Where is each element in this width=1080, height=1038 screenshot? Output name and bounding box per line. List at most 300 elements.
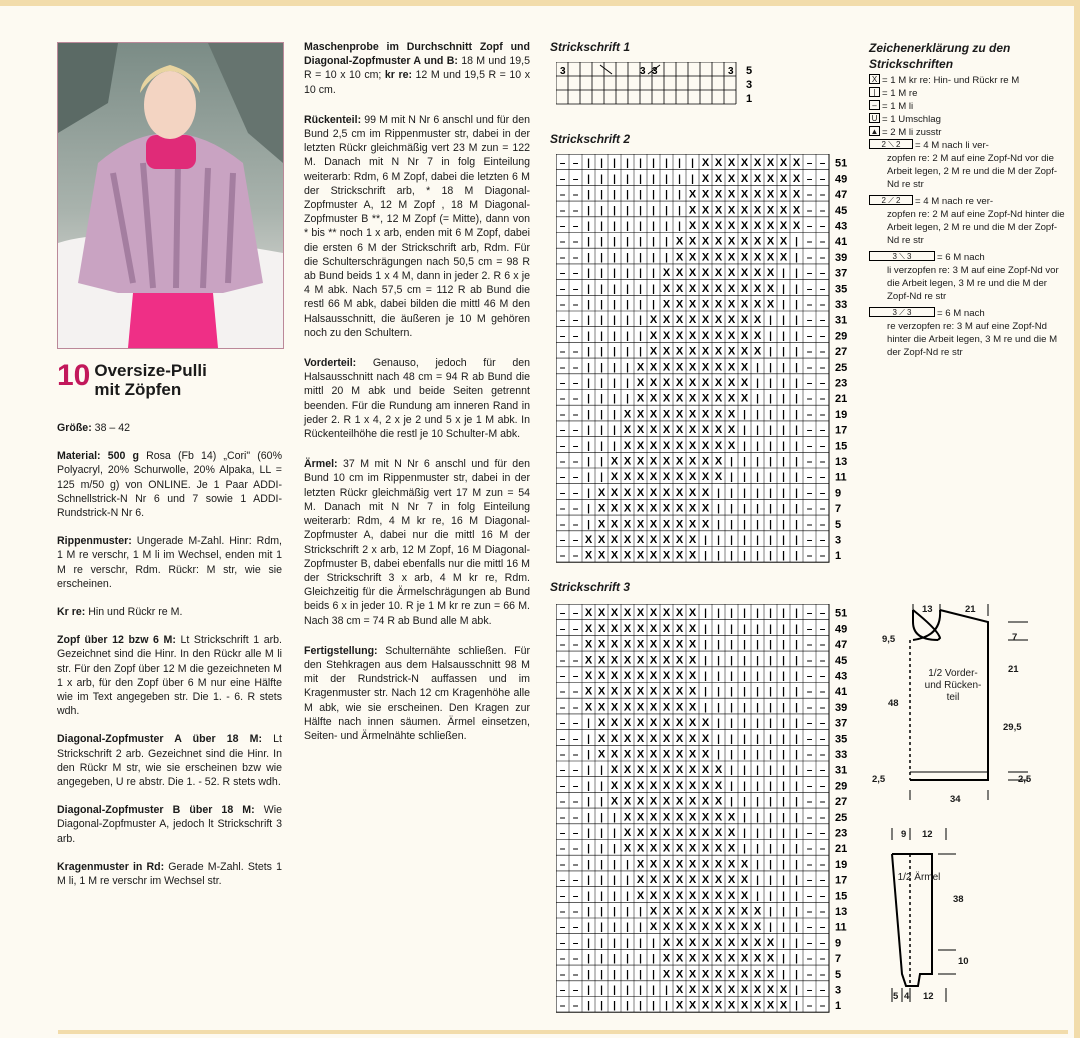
chart2-cell: X [675,534,684,546]
chart2-cell: – [819,330,826,342]
chart2-cell: X [714,314,723,327]
sleeve-schematic [884,826,994,1016]
chart2-cell: X [727,220,736,232]
chart2-cell: | [756,519,759,531]
chart3-cell: X [623,654,632,667]
chart2-cell: X [649,534,658,546]
chart3-cell: | [795,623,798,635]
chart2-cell: | [704,535,707,546]
chart2-cell: | [769,535,772,546]
chart3-cell: | [782,639,785,651]
chart3-cell: | [756,828,759,839]
chart3-cell: | [639,906,642,918]
chart2-cell: X [740,282,749,295]
chart3-cell: X [714,936,723,949]
chart3-cell: – [559,985,566,996]
chart3-cell: | [743,828,746,839]
chart2-cell: | [639,236,642,248]
chart3-cell: X [675,622,684,635]
chart2-cell: | [795,440,798,452]
sleeve-dim-9: 9 [901,829,907,840]
chart3-cell: – [572,953,579,965]
chart2-row-label: 39 [835,251,848,264]
chart2-row-label: 51 [835,157,848,170]
chart3-cell: | [782,765,785,777]
chart2-cell: – [572,425,579,437]
chart3-cell: | [600,828,603,839]
chart2-cell: X [675,455,684,468]
rib-label: Rippenmuster: [57,535,132,548]
chart2-cell: X [636,455,645,468]
chart3-cell: X [675,670,684,682]
chart2-cell: – [819,283,826,295]
dim-21-side: 21 [1008,664,1019,675]
chart3-cell: | [600,953,603,965]
chart1-title: Strickschrift 1 [550,40,631,54]
chart3-cell: X [649,858,658,871]
chart3-cell: X [675,607,684,620]
chart3-row-label: 13 [835,906,848,918]
chart2-cell: X [688,534,697,546]
chart2-cell: – [806,393,813,405]
chart2-cell: X [649,502,658,515]
chart3-cell: X [688,827,697,839]
chart2-cell: X [727,282,736,295]
chart3-cell: X [701,748,710,761]
chart2-cell: X [753,282,762,295]
chart2-cell: X [701,235,710,248]
cable-4-left-icon: 2 ⟍ 2 [869,139,913,149]
chart3-cell: | [600,765,603,777]
chart2-cell: X [714,392,723,405]
chart2-cell: X [714,267,723,280]
chart2-cell: | [782,487,785,499]
sleeve-dim-4: 4 [904,991,910,1002]
diagA-paragraph [57,732,282,789]
chart3-row-label: 15 [835,890,848,903]
chart2-cell: X [753,235,762,248]
chart2-cell: | [587,173,590,185]
chart3-cell: – [559,922,566,934]
chart2-cell: X [688,361,697,374]
chart3-cell: | [587,812,590,824]
chart3-cell: | [743,718,746,730]
size-paragraph [57,421,282,435]
sleeve-label: Ärmel: [304,458,338,471]
chart2-cell: | [782,440,785,452]
chart3-cell: X [636,858,645,871]
chart2-cell: | [730,456,733,468]
chart3-cell: X [766,999,775,1012]
chart3-cell: X [701,984,710,996]
chart3-cell: | [717,733,720,745]
chart3-cell: X [714,921,723,934]
chart2-cell: X [649,549,658,562]
chart3-cell: X [701,889,710,902]
legend-u [869,113,1069,126]
chart3-cell: – [572,780,579,792]
chart2-cell: X [727,439,736,452]
chart2-cell: | [587,472,590,484]
chart2-cell: X [740,267,749,280]
chart2-cell: | [600,189,603,201]
chart3-cell: | [613,906,616,918]
chart3-cell: | [587,969,590,981]
chart3-cell: X [610,748,619,761]
chart3-cell: X [675,921,684,934]
chart2-cell: | [652,189,655,201]
chart2-cell: | [613,315,616,327]
back-text: 99 M mit N Nr 6 anschl und für den Bund 2,5 cm im Rippenmuster str, dabei in der letzten Rückr gleichmäßig vert 23 M zun = 122 M. Danach mit N Nr 7 in folg Einteilung weiterarb: Rdm, 6 M Zopf, dabei die letzten 6 M der Strickschrift arb, * 18 M Diagonal-Zopfmuster A, 12 M Zopf , 18 M Diagonal-Zopfmuster B **, 12 M Zopf (= Mitte), dann von * bis ** noch 1 x arb, enden mit 6 M Zopf, dabei die ersten 6 M der Strickschrift arb, Rdm. Für die Schulterschrägungen nach 50,5 cm = 98 R ab Bund beids 1 x 4 M, dann in jeder 2. R 6 x je 4 M abk. Nach 57,5 cm = 112 R ab Bund die restl 66 M abk, dabei bilden die mittl 46 M den Halsausschnitt, die äußeren je 10 M gehören noch zu den Schultern. [304,113,530,339]
chart3-cell: – [572,718,579,730]
chart2-cell: – [806,189,813,201]
chart3-cell: | [743,623,746,635]
chart3-cell: | [769,639,772,651]
chart3-cell: | [717,608,720,620]
chart2-cell: | [665,205,668,217]
chart2-cell: | [769,378,772,389]
chart3-cell: | [717,718,720,730]
chart3-cell: X [753,999,762,1012]
chart2-cell: | [743,472,746,484]
chart2-cell: X [714,377,723,389]
chart3-cell: | [756,655,759,667]
chart2-cell: X [623,534,632,546]
size-value: 38 – 42 [91,422,131,434]
chart2-row-label: 21 [835,393,848,406]
chart3-cell: | [730,796,733,808]
legend-lizus [869,126,1069,139]
chart2-cell: | [613,425,616,437]
chart2-cell: X [740,392,749,405]
chart3-cell: | [769,828,772,839]
chart3-cell: – [572,875,579,887]
chart2-cell: X [792,220,801,232]
chart3-cell: – [819,843,826,855]
chart2-cell: – [572,362,579,374]
chart2-cell: | [730,487,733,499]
chart2-cell: X [766,282,775,295]
chart2-cell: – [559,268,566,280]
chart3-cell: X [649,670,658,682]
krre-paragraph [57,605,282,619]
chart2-cell: – [819,456,826,468]
chart2-cell: – [819,189,826,201]
chart2-cell: X [753,204,762,217]
chart2-cell: X [636,471,645,484]
chart3-cell: X [636,717,645,730]
chart2-cell: X [714,172,723,185]
chart3-cell: | [743,843,746,855]
chart2-cell: X [714,455,723,468]
chart2-cell: – [819,487,826,499]
chart3-cell: | [795,875,798,887]
chart2-cell: X [740,361,749,374]
chart2-cell: – [819,393,826,405]
chart2-cell: | [639,189,642,201]
chart3-cell: | [769,749,772,761]
chart2-cell: – [559,221,566,232]
chart2-cell: X [701,486,710,499]
chart2-cell: | [743,535,746,546]
chart3-cell: X [636,779,645,792]
chart2-cell: X [636,534,645,546]
chart3-cell: | [587,733,590,745]
chart3-cell: X [714,795,723,808]
chart2-cell: X [649,314,658,327]
chart3-cell: | [769,608,772,620]
chart2-cell: | [600,330,603,342]
chart2-row-label: 33 [835,299,848,311]
chart3-cell: | [652,969,655,981]
chart2-cell: | [587,330,590,342]
chart1-cell-3a: 3 [560,66,566,77]
chart2-cell: | [600,283,603,295]
chart3-cell: – [559,1000,566,1012]
chart2-cell: X [727,392,736,405]
chart2-cell: | [795,393,798,405]
chart3-cell: – [572,733,579,745]
chart3-cell: X [701,921,710,934]
chart3-cell: X [623,842,632,855]
chart3-cell: X [610,795,619,808]
chart2-cell: | [600,173,603,185]
chart3-cell: X [623,764,632,777]
chart3-cell: X [675,779,684,792]
chart2-cell: | [587,315,590,327]
chart3-cell: X [688,936,697,949]
chart3-cell: – [559,702,566,714]
chart2-cell: | [600,221,603,232]
chart3-cell: X [740,952,749,965]
chart2-cell: | [795,252,798,264]
chart3-cell: | [756,780,759,792]
chart3-cell: | [795,906,798,918]
chart3-cell: – [806,702,813,714]
chart3-cell: X [597,622,606,635]
chart2-cell: | [652,299,655,311]
chart3-cell: – [559,812,566,824]
chart2-cell: – [806,362,813,374]
chart2-cell: X [675,251,684,264]
chart2-cell: X [649,377,658,389]
dim-9-5: 9,5 [882,634,896,645]
chart2-cell: – [559,409,566,421]
chart2-cell: | [665,173,668,185]
chart2-cell: X [662,549,671,562]
chart2-cell: X [688,345,697,358]
chart3-cell: – [819,812,826,824]
yarn-over-icon: U [869,113,880,123]
chart2-cell: X [610,534,619,546]
chart3-cell: | [600,969,603,981]
sleeve-paragraph [304,457,530,627]
chart2-cell: | [782,393,785,405]
chart2-cell: – [572,440,579,452]
chart2-cell: – [559,189,566,201]
chart2-cell: | [756,456,759,468]
chart3-cell: | [639,985,642,996]
chart3-cell: X [675,936,684,949]
chart3-row-label: 37 [835,717,848,730]
chart2-cell: | [613,409,616,421]
chart2-cell: X [779,220,788,232]
legend-c6l-a: = 6 M nach [937,252,985,263]
chart3-cell: – [819,937,826,949]
chart2-row-label: 45 [835,204,848,217]
chart2-cell: | [743,409,746,421]
chart2-cell: | [665,221,668,232]
chart3-cell: | [600,890,603,902]
chart2-cell: X [688,502,697,515]
chart2-cell: | [756,362,759,374]
chart3-cell: X [649,654,658,667]
chart2-cell: – [572,409,579,421]
chart3-cell: X [714,874,723,887]
chart3-cell: X [740,874,749,887]
chart2-row-label: 29 [835,330,848,343]
chart3-cell: – [819,906,826,918]
chart2-cell: X [636,549,645,562]
chart3-cell: – [559,639,566,651]
chart3-cell: | [730,749,733,761]
front-label: Vorderteil: [304,357,357,370]
chart2-cell: – [559,283,566,295]
chart3-cell: | [730,718,733,730]
chart3-cell: | [600,1000,603,1012]
chart2-cell: X [662,486,671,499]
chart2-title: Strickschrift 2 [550,132,631,146]
chart3-cell: X [636,685,645,698]
legend-re-text: = 1 M re [882,88,918,99]
chart2-cell: – [819,378,826,389]
chart2-cell: – [819,299,826,311]
chart2-cell: X [714,361,723,374]
legend-title: Zeichenerklärung zu den Strickschriften [869,41,1011,71]
chart2-cell: | [600,378,603,389]
chart2-cell: – [559,362,566,374]
chart2-cell: | [769,550,772,562]
chart3-cell: | [587,765,590,777]
chart3-cell: | [756,718,759,730]
chart3-cell: | [756,765,759,777]
chart2-cell: – [559,487,566,499]
chart3-cell: – [572,702,579,714]
chart2-cell: – [806,519,813,531]
chart3-cell: X [675,952,684,965]
chart3-cell: | [756,639,759,651]
chart3-cell: X [649,701,658,714]
knit-icon: | [869,87,880,97]
chart2-cell: – [572,189,579,201]
chart3-cell: X [675,685,684,698]
chart2-cell: | [600,393,603,405]
chart2-cell: X [714,157,723,170]
chart2-cell: X [753,267,762,280]
chart2-cell: X [727,267,736,280]
chart2-cell: X [701,157,710,170]
chart2-cell: | [587,268,590,280]
chart3-cell: X [610,607,619,620]
chart3-cell: – [806,843,813,855]
chart2-cell: | [730,503,733,515]
chart2-cell: | [743,487,746,499]
chart3-cell: – [572,623,579,635]
chart3-cell: X [701,811,710,824]
sleeve-dim-38: 38 [953,894,964,905]
chart3-cell: – [559,890,566,902]
chart3-cell: | [743,765,746,777]
chart2-cell: – [806,425,813,437]
probe-text: 18 M und 19,5 R = 10 x 10 cm; [304,55,530,82]
chart2-cell: | [587,440,590,452]
chart2-cell: X [662,502,671,515]
chart2-cell: | [652,236,655,248]
chart2-cell: X [675,502,684,515]
legend-re [869,87,1069,100]
chart2-cell: X [688,267,697,280]
chart3-row-label: 33 [835,749,848,761]
chart3-cell: X [597,748,606,761]
chart2-cell: X [623,471,632,484]
chart3-cell: – [806,608,813,620]
chart3-cell: | [782,859,785,871]
chart2-cell: | [652,221,655,232]
pattern-title [57,361,282,399]
chart2-cell: | [743,456,746,468]
chart2-cell: – [806,252,813,264]
chart3-cell: | [795,890,798,902]
chart2-cell: X [714,439,723,452]
chart3-cell: X [701,905,710,918]
chart3-cell: X [688,748,697,761]
chart2-cell: | [782,268,785,280]
sleeve-dim-5: 5 [893,991,899,1002]
chart2-cell: | [782,330,785,342]
dim-34: 34 [950,794,961,805]
chart3-cell: | [717,749,720,761]
chart3-cell: – [559,765,566,777]
chart3-cell: – [572,639,579,651]
chart2-cell: | [678,158,681,170]
chart2-cell: – [819,158,826,170]
chart2-cell: | [613,378,616,389]
chart3-cell: X [623,607,632,620]
chart3-cell: – [806,890,813,902]
chart2-cell: | [769,425,772,437]
chart2-cell: | [743,550,746,562]
chart2-cell: X [714,345,723,358]
chart2-cell: – [572,393,579,405]
chart3-cell: X [740,905,749,918]
chart3-cell: | [626,859,629,871]
chart3-cell: | [600,985,603,996]
chart3-cell: – [572,686,579,698]
chart3-cell: X [584,670,593,682]
chart3-cell: X [662,795,671,808]
dim-29-5: 29,5 [1003,722,1022,733]
chart3-cell: X [675,701,684,714]
chart3-cell: – [819,623,826,635]
chart2-cell: X [701,471,710,484]
chart2-cell: X [740,329,749,342]
chart2-cell: X [597,534,606,546]
chart3-cell: X [727,874,736,887]
chart3-cell: | [730,686,733,698]
chart3-cell: | [782,623,785,635]
chart3-cell: | [613,969,616,981]
chart2-cell: | [782,378,785,389]
